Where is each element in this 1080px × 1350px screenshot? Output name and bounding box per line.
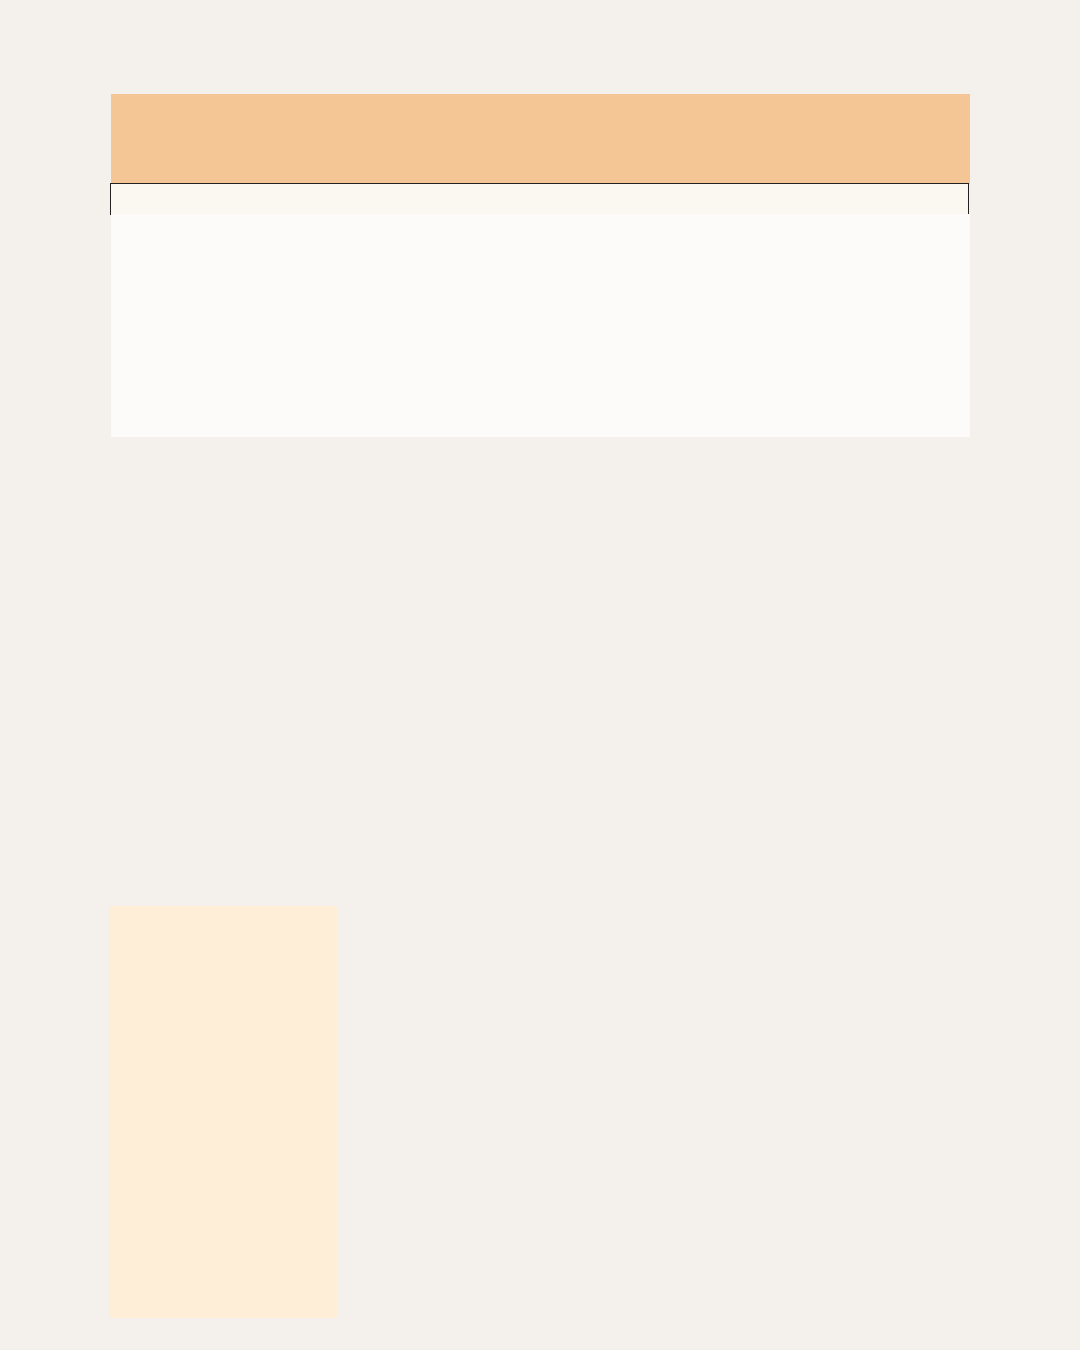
body-measurements-table — [111, 214, 970, 437]
size-conversion-header — [111, 94, 970, 184]
suggested-fabrics-panel — [109, 906, 337, 1318]
letter-size-band — [110, 183, 969, 215]
